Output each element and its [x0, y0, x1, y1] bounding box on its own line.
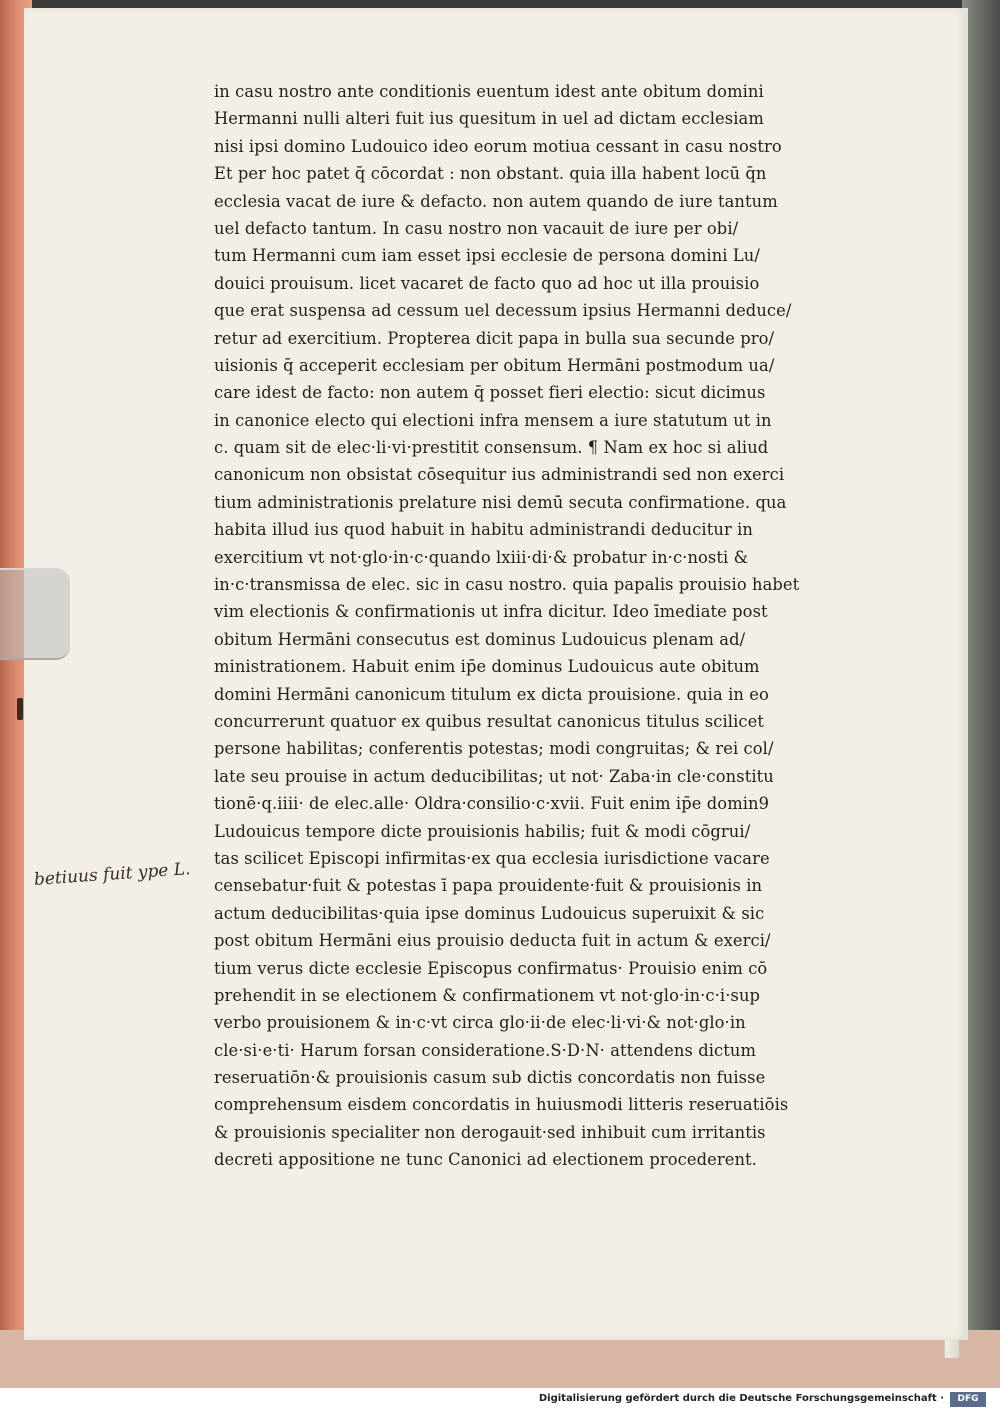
text-line: uisionis q̄ acceperit ecclesiam per obitum Hermāni postmodum ua/ [214, 355, 775, 375]
text-line: nisi ipsi domino Ludouico ideo eorum motiua cessant in casu nostro [214, 136, 782, 156]
text-line: tum Hermanni cum iam esset ipsi ecclesie de persona domini Lu/ [214, 246, 760, 266]
text-line: tas scilicet Episcopi infirmitas·ex qua ecclesia iurisdictione vacare [214, 848, 770, 868]
text-line: habita illud ius quod habuit in habitu administrandi deducitur in [214, 520, 754, 540]
text-line: vim electionis & confirmationis ut infra dicitur. Ideo īmediate post [214, 602, 768, 622]
text-line: ecclesia vacat de iure & defacto. non autem quando de iure tantum [214, 191, 778, 211]
text-line: Ludouicus tempore dicte prouisionis habilis; fuit & modi cōgrui/ [214, 821, 751, 841]
text-line: c. quam sit de elec·li·vi·prestitit consensum. ¶ Nam ex hoc si aliud [214, 438, 769, 458]
text-line: decreti appositione ne tunc Canonici ad electionem procederent. [214, 1150, 757, 1170]
text-line: tium verus dicte ecclesie Episcopus confirmatus· Prouisio enim cō [214, 958, 768, 978]
text-line: uel defacto tantum. In casu nostro non vacauit de iure per obi/ [214, 218, 739, 238]
text-line: retur ad exercitium. Propterea dicit papa in bulla sua secunde pro/ [214, 328, 775, 348]
text-line: que erat suspensa ad cessum uel decessum ipsius Hermanni deduce/ [214, 301, 792, 321]
text-line: verbo prouisionem & in·c·vt circa glo·ii·de elec·li·vi·& not·glo·in [214, 1013, 746, 1033]
text-line: douici prouisum. licet vacaret de facto quo ad hoc ut illa prouisio [214, 273, 760, 293]
text-line: domini Hermāni canonicum titulum ex dicta prouisione. quia in eo [214, 684, 769, 704]
footer-credit: Digitalisierung gefördert durch die Deutsche Forschungsgemeinschaft · [538, 1393, 944, 1404]
text-line: Hermanni nulli alteri fuit ius quesitum in uel ad dictam ecclesiam [214, 109, 764, 129]
text-line: cle·si·e·ti· Harum forsan consideratione.S·D·N· attendens dictum [214, 1040, 757, 1060]
text-line: late seu prouise in actum deducibilitas; ut not· Zaba·in cle·constitu [214, 766, 774, 786]
text-line: Et per hoc patet q̄ cōcordat : non obstant. quia illa habent locū q̄n [214, 164, 767, 184]
text-line: care idest de facto: non autem q̄ posset fieri electio: sicut dicimus [214, 383, 766, 403]
text-line: censebatur·fuit & potestas ī papa prouidente·fuit & prouisionis in [214, 876, 763, 896]
text-line: concurrerunt quatuor ex quibus resultat canonicus titulus scilicet [214, 711, 765, 731]
text-line: canonicum non obsistat cōsequitur ius administrandi sed non exerci [214, 465, 785, 485]
text-line: exercitium vt not·glo·in·c·quando lxiii·di·& probatur in·c·nosti & [214, 547, 749, 567]
text-line: tium administrationis prelature nisi demū secuta confirmatione. qua [214, 492, 787, 512]
text-line: in·c·transmissa de elec. sic in casu nostro. quia papalis prouisio habet [214, 575, 800, 595]
text-line: ministrationem. Habuit enim ip̄e dominus Ludouicus aute obitum [214, 657, 760, 677]
handwritten-margin-note: betiuus fuit ype L. [33, 859, 192, 890]
text-line: persone habilitas; conferentis potestas; modi congruitas; & rei col/ [214, 739, 774, 759]
page-tab [0, 568, 70, 660]
text-line: in canonice electo qui electioni infra mensem a iure statutum ut in [214, 410, 772, 430]
text-line: prehendit in se electionem & confirmationem vt not·glo·in·c·i·sup [214, 985, 761, 1005]
text-line: actum deducibilitas·quia ipse dominus Ludouicus superuixit & sic [214, 903, 765, 923]
binding-marker [17, 698, 23, 720]
text-line: & prouisionis specialiter non derogauit·sed inhibuit cum irritantis [214, 1122, 766, 1142]
printed-text-block [214, 78, 834, 1174]
text-line: tionē·q.iiii· de elec.alle· Oldra·consilio·c·xvii. Fuit enim ip̄e domin9 [214, 794, 770, 814]
dfg-logo: DFG [950, 1392, 986, 1407]
text-line: post obitum Hermāni eius prouisio deducta fuit in actum & exerci/ [214, 931, 771, 951]
footer-bar [0, 1388, 1000, 1412]
text-line: obitum Hermāni consecutus est dominus Ludouicus plenam ad/ [214, 629, 746, 649]
text-line: comprehensum eisdem concordatis in huiusmodi litteris reseruatiōis [214, 1095, 789, 1115]
text-line: in casu nostro ante conditionis euentum idest ante obitum domini [214, 82, 764, 101]
text-line: reseruatiōn·& prouisionis casum sub dictis concordatis non fuisse [214, 1068, 766, 1088]
